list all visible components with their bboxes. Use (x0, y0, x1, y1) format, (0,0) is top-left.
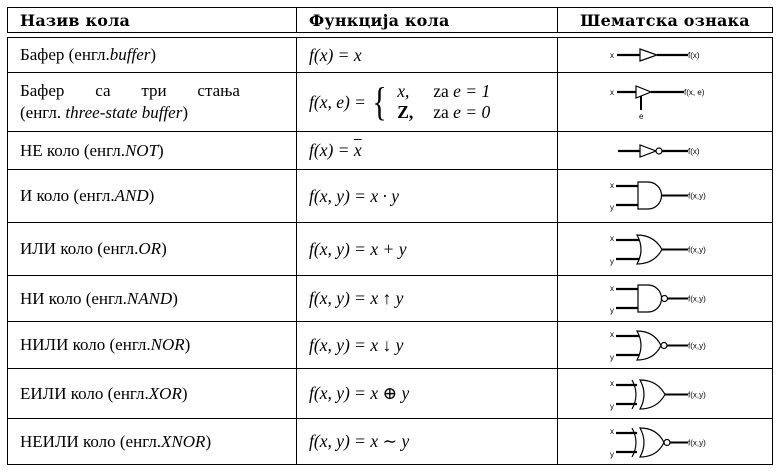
svg-text:f(x,y): f(x,y) (688, 191, 706, 201)
gate-function: f(x, y) = x ⊕ y (297, 369, 558, 418)
svg-text:x: x (610, 330, 614, 339)
table-row-not (7, 132, 773, 170)
table-row-buffer (7, 37, 773, 73)
svg-text:y: y (610, 203, 614, 212)
gate-name: Бафер (енгл. buffer ) (8, 38, 297, 72)
header-gate-function: Функција кола (297, 8, 558, 32)
gate-name: НИ коло (енгл. NAND ) (8, 276, 297, 321)
header-gate-name: Назив кола (8, 8, 297, 32)
svg-text:x: x (610, 283, 614, 293)
buffer-gate-icon (558, 38, 772, 72)
gate-name: ЕИЛИ коло (енгл. XOR ) (8, 369, 297, 418)
left-brace: { (372, 79, 387, 124)
svg-text:x: x (610, 51, 614, 60)
gate-function: f(x) = $\overline{x}$ (297, 132, 558, 169)
svg-text:e: e (639, 112, 644, 121)
table-row-three-state-buffer (7, 73, 773, 132)
tri-state-buffer-gate-icon (558, 73, 772, 131)
gate-name: Бафер са три стања (енгл. three-state buffer) (8, 73, 297, 131)
table-row-nand (7, 276, 773, 322)
or-gate-icon (558, 223, 772, 275)
nor-gate-icon (558, 322, 772, 368)
svg-text:f(x,y): f(x,y) (688, 294, 706, 303)
svg-text:x: x (610, 378, 614, 388)
table-row-xnor (7, 419, 773, 465)
svg-text:y: y (610, 449, 614, 459)
not-gate-icon (558, 132, 772, 169)
header-schematic-symbol: Шематска ознака (580, 10, 750, 30)
svg-text:f(x): f(x) (688, 51, 700, 60)
gate-name: ИЛИ коло (енгл. OR ) (8, 223, 297, 275)
xnor-gate-icon (558, 419, 772, 464)
svg-text:y: y (610, 401, 614, 411)
svg-text:f(x,y): f(x,y) (688, 245, 706, 255)
table-header-row (7, 7, 773, 33)
gate-function: f(x, y) = x ↑ y (297, 276, 558, 321)
gate-function: f(x, y) = x ↓ y (297, 322, 558, 368)
and-gate-icon (558, 170, 772, 222)
svg-text:x: x (610, 426, 614, 436)
svg-text:y: y (610, 353, 614, 362)
xor-gate-icon (558, 369, 772, 418)
svg-text:y: y (610, 257, 614, 266)
gate-name: НИЛИ коло (енгл. NOR ) (8, 322, 297, 368)
gate-function: f(x, y) = x + y (297, 223, 558, 275)
table-row-or (7, 223, 773, 276)
gate-name: НЕ коло (енгл. NOT ) (8, 132, 297, 169)
table-row-and (7, 170, 773, 223)
svg-text:x: x (610, 181, 614, 190)
gate-function: f(x) = x (297, 38, 558, 72)
svg-text:f(x, e): f(x, e) (684, 88, 705, 97)
svg-text:x: x (610, 88, 614, 97)
gate-function: f(x, e) = { x, za e = 1 Z, za e = 0 (297, 73, 558, 131)
svg-text:f(x,y): f(x,y) (688, 390, 706, 399)
table-row-nor (7, 322, 773, 369)
gate-function: f(x, y) = x · y (297, 170, 558, 222)
table-row-xor (7, 369, 773, 419)
gate-name: И коло (енгл. AND ) (8, 170, 297, 222)
svg-text:f(x): f(x) (688, 146, 700, 156)
gate-name: НЕИЛИ коло (енгл. XNOR ) (8, 419, 297, 464)
svg-text:x: x (610, 234, 614, 243)
svg-text:f(x,y): f(x,y) (688, 341, 706, 351)
nand-gate-icon (558, 276, 772, 321)
gate-function: f(x, y) = x ∼ y (297, 419, 558, 464)
svg-text:f(x,y): f(x,y) (688, 438, 706, 447)
svg-text:y: y (610, 305, 614, 315)
